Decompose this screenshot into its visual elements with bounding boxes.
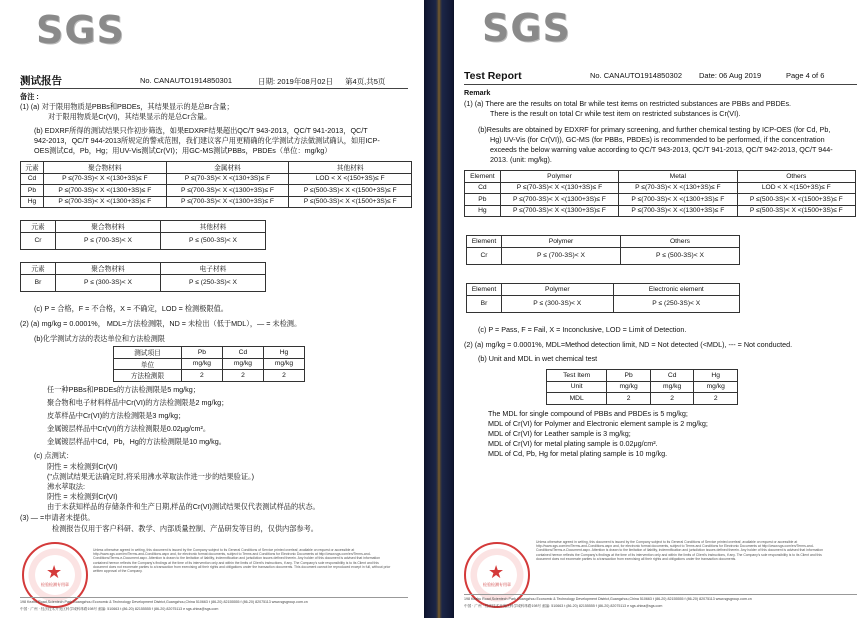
table-cell: Cr <box>21 232 56 249</box>
page-number: Page 4 of 6 <box>786 71 825 80</box>
table-cell: P ≤(700-3S)< X <(1300+3S)≤ F <box>44 185 167 197</box>
table-header-cell: Element <box>467 236 502 248</box>
mdl-line: 皮革样品中Cr(VI)的方法检测限是3 mg/kg； <box>47 411 186 420</box>
seal-name: 检验检测专用章 <box>41 582 69 587</box>
table-cell: P ≤(700-3S)< X <(1300+3S)≤ F <box>619 205 737 217</box>
warning-value-table <box>464 170 856 217</box>
page-title: Test Report <box>464 70 522 82</box>
mdl-line: 金属镀层样品中Cr(VI)的方法检测限是0.02μg/cm²。 <box>47 424 211 433</box>
table-cell: P ≤(700-3S)< X <(1300+3S)≤ F <box>619 194 737 206</box>
br-warning-table <box>20 262 266 292</box>
spot-test-line: 由于未获知样品的存储条件和生产日期,样品的Cr(VI)测试结果仅代表测试样品的状态。 <box>47 502 320 511</box>
table-header-cell: Electronic element <box>613 284 739 296</box>
table-cell: 2 <box>694 393 738 405</box>
table-cell: mg/kg <box>181 358 222 370</box>
table-cell: 2 <box>650 393 694 405</box>
remark-1b-line: exceeds the below warning value according to QC/T 943-2013, QC/T 941-2013, QC/T 942-2013, QC/T 944- <box>490 145 833 154</box>
table-cell: P ≤(500-3S)< X <(1500+3S)≤ F <box>289 185 412 197</box>
sgs-logo: SGS <box>482 6 571 50</box>
mdl-table <box>546 369 738 405</box>
mdl-line: MDL of Cr(VI) for metal plating sample is 0.02μg/cm². <box>488 439 658 448</box>
table-cell: Br <box>21 274 56 291</box>
mdl-line: 聚合物和电子材料样品中Cr(VI)的方法检测限是2 mg/kg； <box>47 398 229 407</box>
spot-test-line: 阴性 = 未检测到Cr(VI) <box>47 462 118 471</box>
footer-disclaimer: Unless otherwise agreed in writing, this document is issued by the Company subject to its General Conditions of Service printed overleaf, available on request or accessible at http://www.sgs.com/en/Terms-and-Conditions.aspx and, for electronic format documents, subject to Terms and Conditions for Electronic Documents at http://www.sgs.com/en/Terms-and-Conditions/Terms-e-Document.aspx. Attention is drawn to the limitation of liability, indemnification and jurisdiction issues defined therein. Any holder of this document is advised that information contained hereon reflects the Company's findings at the time of its intervention only and within the limits of Client's instructions, if any. The Company's sole responsibility is to its Client and this document does not exonerate parties to a transaction from exercising all their rights and obligations under the transaction documents. This document cannot be reproduced except in full, without prior written approval of the Company. <box>93 548 391 574</box>
table-cell: Pb <box>21 185 44 197</box>
footer-rule <box>464 594 857 595</box>
table-row <box>21 173 412 185</box>
table-header-cell: 元素 <box>21 221 56 233</box>
table-cell: 2 <box>181 370 222 382</box>
table-cell: P ≤(70-3S)< X <(130+3S)≤ F <box>619 182 737 194</box>
remark-1a-line: (1) (a) There are the results on total Br while test items on restricted substances are PBBs and PBDEs. <box>464 99 792 108</box>
table-header-cell: Others <box>621 236 740 248</box>
remark-1b-line: OES测试Cd，Pb，Hg；用UV-Vis测试Cr(VI)；用GC-MS测试PBBs，PBDEs（单位：mg/kg） <box>34 146 332 155</box>
table-cell: Hg <box>21 196 44 208</box>
table-header-cell: 聚合物材料 <box>56 221 161 233</box>
table-row <box>465 205 856 217</box>
footer-address-cn: 中国 · 广州 · 经济技术开发区科学城科珠路198号 邮编: 510663 t (86-20) 82155555 f (86-20) 82075113 e sgs.china@sgs.com <box>20 607 219 611</box>
table-row <box>547 381 738 393</box>
seal-star-icon: ★ <box>46 562 63 582</box>
table-cell: P ≤(70-3S)< X <(130+3S)≤ F <box>500 182 618 194</box>
sgs-logo: SGS <box>36 8 125 52</box>
table-header-cell: Pb <box>181 347 222 359</box>
table-header-cell: Element <box>467 284 502 296</box>
table-cell: MDL <box>547 393 607 405</box>
table-cell: P ≤(70-3S)< X <(130+3S)≤ F <box>166 173 289 185</box>
remark-2b: (b) Unit and MDL in wet chemical test <box>478 354 598 363</box>
report-number: No. CANAUTO1914850302 <box>590 71 682 80</box>
table-cell: P ≤(700-3S)< X <(1300+3S)≤ F <box>500 205 618 217</box>
table-cell: P ≤ (700-3S)< X <box>502 247 621 264</box>
table-cell: P ≤(700-3S)< X <(1300+3S)≤ F <box>166 196 289 208</box>
table-row <box>21 232 266 249</box>
table-header-cell: Metal <box>619 171 737 183</box>
spot-test-line: 沸水萃取法: <box>47 482 85 491</box>
table-cell: P ≤(500-3S)< X <(1500+3S)≤ F <box>737 205 855 217</box>
remark-1b-line: 2013. (unit: mg/kg). <box>490 155 552 164</box>
table-row <box>21 196 412 208</box>
mdl-line: MDL of Cd, Pb, Hg for metal plating sample is 10 mg/kg. <box>488 449 668 458</box>
table-header-row <box>21 162 412 174</box>
company-seal <box>22 542 88 608</box>
mdl-line: 金属镀层样品中Cd，Pb，Hg的方法检测限是10 mg/kg。 <box>47 437 226 446</box>
table-header-cell: Hg <box>263 347 304 359</box>
table-cell: P ≤ (500-3S)< X <box>161 232 266 249</box>
table-header-row <box>114 347 305 359</box>
table-header-cell: 其他材料 <box>161 221 266 233</box>
report-page-english <box>454 0 865 618</box>
footer-address-cn: 中国 · 广州 · 经济技术开发区科学城科珠路198号 邮编: 510663 t (86-20) 82155555 f (86-20) 82075113 e sgs.china@sgs.com <box>464 604 663 608</box>
table-cell: Unit <box>547 381 607 393</box>
table-header-cell: 元素 <box>21 263 56 275</box>
table-header-cell: Hg <box>694 370 738 382</box>
remark-1a-line: (1) (a) 对于限用物质是PBBs和PBDEs，其结果显示的是总Br含量； <box>20 102 234 111</box>
table-header-cell: Others <box>737 171 855 183</box>
table-cell: P ≤ (250-3S)< X <box>161 274 266 291</box>
table-cell: LOD < X <(150+3S)≤ F <box>289 173 412 185</box>
table-cell: P ≤ (500-3S)< X <box>621 247 740 264</box>
cr-warning-table <box>466 235 740 265</box>
table-cell: P ≤ (250-3S)< X <box>613 295 739 312</box>
spot-test-title: (c) 点测试： <box>34 451 74 460</box>
remark-2a: (2) (a) mg/kg = 0.0001%， MDL=方法检测限，ND = 未检出（低于MDL），— = 未检测。 <box>20 319 302 328</box>
table-header-cell: 其他材料 <box>289 162 412 174</box>
table-header-row <box>465 171 856 183</box>
table-header-cell: 电子材料 <box>161 263 266 275</box>
table-header-cell: 聚合物材料 <box>44 162 167 174</box>
table-cell: Pb <box>465 194 501 206</box>
report-number: No. CANAUTO1914850301 <box>140 76 232 85</box>
table-header-cell: 测试项目 <box>114 347 182 359</box>
warning-value-table <box>20 161 412 208</box>
remark-1b-line: (b) EDXRF所得的测试结果只作初步筛选，如果EDXRF结果超出QC/T 943-2013，QC/T 941-2013，QC/T <box>34 126 368 135</box>
table-row <box>114 370 305 382</box>
table-header-cell: Cd <box>650 370 694 382</box>
table-header-row <box>467 236 740 248</box>
table-header-row <box>467 284 740 296</box>
footer-address: 198 Kezhu Road,Scientech Park Guangzhou Economic & Technology Development District,Guangzhou,China 510663 t (86-20) 82155555 f (86-20) 82075113 www.sgsgroup.com.cn <box>20 600 308 604</box>
table-cell: 单位 <box>114 358 182 370</box>
table-header-cell: Polymer <box>500 171 618 183</box>
table-row <box>465 182 856 194</box>
table-cell: P ≤(700-3S)< X <(1300+3S)≤ F <box>166 185 289 197</box>
page-title: 测试报告 <box>20 75 62 87</box>
cr-warning-table <box>20 220 266 250</box>
table-cell: P ≤(70-3S)< X <(130+3S)≤ F <box>44 173 167 185</box>
page-number: 第4页,共5页 <box>345 77 386 86</box>
table-header-cell: Test Item <box>547 370 607 382</box>
spot-test-line: ("点测试结果无法确定时,将采用沸水萃取法作进一步的结果验证。) <box>47 472 254 481</box>
table-header-cell: Pb <box>607 370 651 382</box>
table-row <box>114 358 305 370</box>
table-cell: mg/kg <box>694 381 738 393</box>
remark-1a-line: 对于限用物质是Cr(VI)，其结果显示的是总Cr含量。 <box>48 112 212 121</box>
mdl-line: MDL of Cr(VI) for Leather sample is 3 mg/kg; <box>488 429 631 438</box>
mdl-line: 任一种PBBs和PBDEs的方法检测限是5 mg/kg； <box>47 385 200 394</box>
remark-label: 备注 : <box>20 92 39 101</box>
remark-3: (3) — =申请者未提供。 <box>20 513 95 522</box>
remark-1a-line: There is the result on total Cr while test item on restricted substances is Cr(VI). <box>490 109 741 118</box>
table-header-cell: Cd <box>222 347 263 359</box>
table-cell: P ≤(700-3S)< X <(1300+3S)≤ F <box>44 196 167 208</box>
table-cell: Hg <box>465 205 501 217</box>
table-cell: mg/kg <box>263 358 304 370</box>
mdl-line: The MDL for single compound of PBBs and PBDEs is 5 mg/kg; <box>488 409 688 418</box>
table-cell: mg/kg <box>222 358 263 370</box>
table-header-cell: Element <box>465 171 501 183</box>
table-header-row <box>547 370 738 382</box>
report-date: 日期: 2019年08月02日 <box>258 77 334 86</box>
mdl-line: MDL of Cr(VI) for Polymer and Electronic element sample is 2 mg/kg; <box>488 419 708 428</box>
table-cell: P ≤ (300-3S)< X <box>56 274 161 291</box>
table-cell: Br <box>467 295 502 312</box>
remark-2a: (2) (a) mg/kg = 0.0001%, MDL=Method detection limit, ND = Not detected (<MDL), --- = Not conducted. <box>464 340 793 349</box>
table-header-cell: 聚合物材料 <box>56 263 161 275</box>
table-cell: mg/kg <box>607 381 651 393</box>
remark-3-note: 检测报告仅用于客户科研、教学、内部质量控制、产品研发等目的，仅供内部参考。 <box>52 524 318 533</box>
table-cell: P ≤ (700-3S)< X <box>56 232 161 249</box>
table-header-cell: 元素 <box>21 162 44 174</box>
remark-2b: (b)化学测试方法的表达单位和方法检测限 <box>34 334 165 343</box>
remark-c: (c) P = Pass, F = Fail, X = Inconclusive, LOD = Limit of Detection. <box>478 325 687 334</box>
report-date: Date: 06 Aug 2019 <box>699 71 762 80</box>
table-cell: 2 <box>263 370 304 382</box>
table-header-cell: Polymer <box>502 236 621 248</box>
table-row <box>467 295 740 312</box>
table-header-row <box>21 221 266 233</box>
header-rule <box>20 88 408 89</box>
remark-1b-line: (b)Results are obtained by EDXRF for primary screening, and further chemical testing by ICP-OES (for Cd, Pb, <box>478 125 831 134</box>
table-row <box>467 247 740 264</box>
remark-1b-line: Hg) UV-Vis (for Cr(VI)), GC-MS (for PBBs, PBDEs) is recommended to be performed, if the concentration <box>490 135 825 144</box>
remark-1b-line: 942-2013，QC/T 944-2013所规定的警戒范围，我们建议客户用更精确的化学测试方法做测试确认，如用ICP- <box>34 136 380 145</box>
table-row <box>465 194 856 206</box>
table-cell: Cr <box>467 247 502 264</box>
footer-rule <box>20 597 408 598</box>
report-page-chinese <box>0 0 424 618</box>
table-header-cell: Polymer <box>502 284 614 296</box>
table-cell: Cd <box>465 182 501 194</box>
table-cell: 2 <box>222 370 263 382</box>
background-gap <box>424 0 454 618</box>
table-cell: P ≤ (300-3S)< X <box>502 295 614 312</box>
remark-label: Remark <box>464 88 491 97</box>
table-cell: mg/kg <box>650 381 694 393</box>
table-row <box>547 393 738 405</box>
br-warning-table <box>466 283 740 313</box>
table-row <box>21 185 412 197</box>
footer-disclaimer: Unless otherwise agreed in writing, this document is issued by the Company subject to its General Conditions of Service printed overleaf, available on request or accessible at http://www.sgs.com/en/Terms-and-Conditions.aspx and, for electronic format documents, subject to Terms and Conditions for Electronic Documents at http://www.sgs.com/en/Terms-and-Conditions/Terms-e-Document.aspx. Attention is drawn to the limitation of liability, indemnification and jurisdiction issues defined therein. Any holder of this document is advised that information contained hereon reflects the Company's findings at the time of its intervention only and within the limits of Client's instructions, if any. The Company's sole responsibility is to its Client and this document does not exonerate parties to a transaction from exercising all their rights and obligations under the transaction documents. <box>536 540 823 561</box>
table-row <box>21 274 266 291</box>
seal-star-icon: ★ <box>488 562 505 582</box>
table-cell: 2 <box>607 393 651 405</box>
table-cell: P ≤(700-3S)< X <(1300+3S)≤ F <box>500 194 618 206</box>
header-rule <box>464 84 857 85</box>
table-cell: LOD < X <(150+3S)≤ F <box>737 182 855 194</box>
seal-name: 检验检测专用章 <box>483 582 511 587</box>
table-header-cell: 金属材料 <box>166 162 289 174</box>
spot-test-line: 阴性 = 未检测到Cr(VI) <box>47 492 118 501</box>
table-header-row <box>21 263 266 275</box>
remark-c: (c) P = 合格，F = 不合格，X = 不确定，LOD = 检测极限值。 <box>34 304 228 313</box>
table-cell: Cd <box>21 173 44 185</box>
table-cell: P ≤(500-3S)< X <(1500+3S)≤ F <box>289 196 412 208</box>
table-cell: P ≤(500-3S)< X <(1500+3S)≤ F <box>737 194 855 206</box>
mdl-table <box>113 346 305 382</box>
footer-address: 198 Kezhu Road,Scientech Park Guangzhou Economic & Technology Development District,Guangzhou,China 510663 t (86-20) 82155555 f (86-20) 82075113 www.sgsgroup.com.cn <box>464 597 752 601</box>
table-cell: 方法检测限 <box>114 370 182 382</box>
